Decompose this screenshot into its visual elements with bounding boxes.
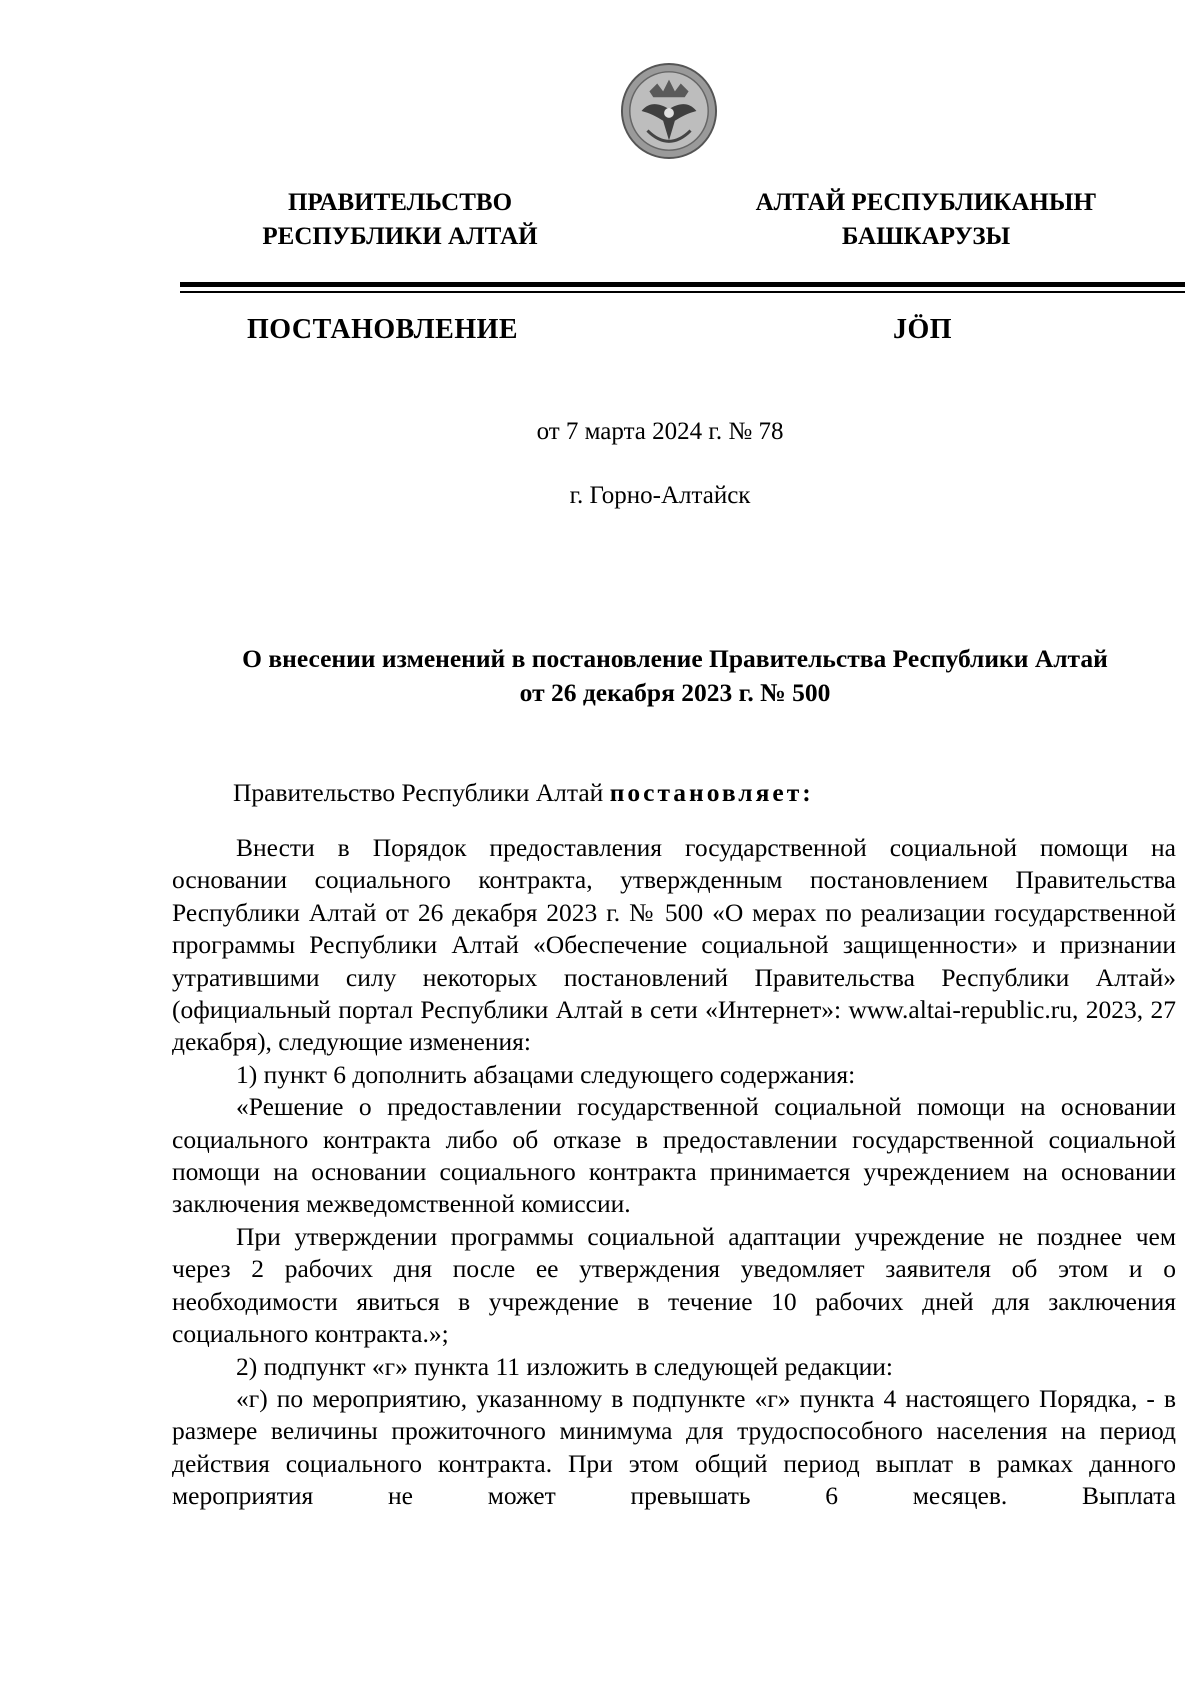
issuer-name-altai-line2: БАШКАРУЗЫ (841, 223, 1011, 250)
issuer-name-russian-line2: РЕСПУБЛИКИ АЛТАЙ (262, 223, 538, 250)
resolution-subject: Правительство Республики Алтай (233, 778, 610, 807)
document-title (170, 642, 1180, 710)
issuer-name-russian (190, 186, 610, 254)
document-title-line1: О внесении изменений в постановление Правительства Республики Алтай (242, 644, 1108, 673)
resolution-clause (233, 778, 814, 808)
coat-of-arms-emblem-icon (620, 62, 718, 160)
document-date-number: от 7 марта 2024 г. № 78 (536, 418, 784, 445)
paragraph-item-1-text-b: При утверждении программы социальной адаптации учреждение не позднее чем через 2 рабочих дня после ее утверждения уведомляет заявителя об этом и о необходимости явиться в учреждение в течение 10 рабочих дней для заключения социального контракта.»; (172, 1221, 1176, 1349)
header-divider-thick (180, 282, 1185, 287)
issuer-name-altai-line1: АЛТАЙ РЕСПУБЛИКАНЫҤ (755, 189, 1097, 216)
document-title-line2: от 26 декабря 2023 г. № 500 (519, 678, 831, 707)
doc-type-altai: JÖП (893, 314, 953, 345)
document-body (172, 832, 1176, 1513)
paragraph-item-1-text-a: «Решение о предоставлении государственной социальной помощи на основании социального контракта либо об отказе в предоставлении государственной социальной помощи на основании социального контракта принимается учреждением на основании заключения межведомственной комиссии. (172, 1092, 1176, 1219)
paragraph-item-1: 1) пункт 6 дополнить абзацами следующего содержания: (236, 1059, 856, 1089)
paragraph-amendments-intro: Внести в Порядок предоставления государственной социальной помощи на основании социального контракта, утвержденным постановлением Правительства Республики Алтай от 26 декабря 2023 г. № 500 «О мерах по реализации государственной программы Республики Алтай «Обеспечение социальной защищенности» и признании утратившими силу некоторых постановлений Правительства Республики Алтай» (официальный портал Республики Алтай в сети «Интернет»: www.altai-republic.ru, 2023, 27 декабря), следующие изменения: (172, 833, 1176, 1057)
paragraph-item-2: 2) подпункт «г» пункта 11 изложить в следующей редакции: (236, 1351, 893, 1381)
document-city: г. Горно-Алтайск (569, 482, 751, 509)
paragraph-item-2-text: «г) по мероприятию, указанному в подпункте «г» пункта 4 настоящего Порядка, - в размере величины прожиточного минимума для трудоспособного населения на период действия социального контракта. При этом общий период выплат в рамках данного мероприятия не может превышать 6 месяцев. Выплата (172, 1383, 1176, 1511)
doc-type-russian: ПОСТАНОВЛЕНИЕ (247, 314, 519, 345)
header-divider-thin (180, 291, 1185, 293)
resolution-verb: постановляет: (609, 778, 814, 807)
issuer-name-russian-line1: ПРАВИТЕЛЬСТВО (287, 189, 513, 216)
issuer-name-altai (716, 186, 1136, 254)
